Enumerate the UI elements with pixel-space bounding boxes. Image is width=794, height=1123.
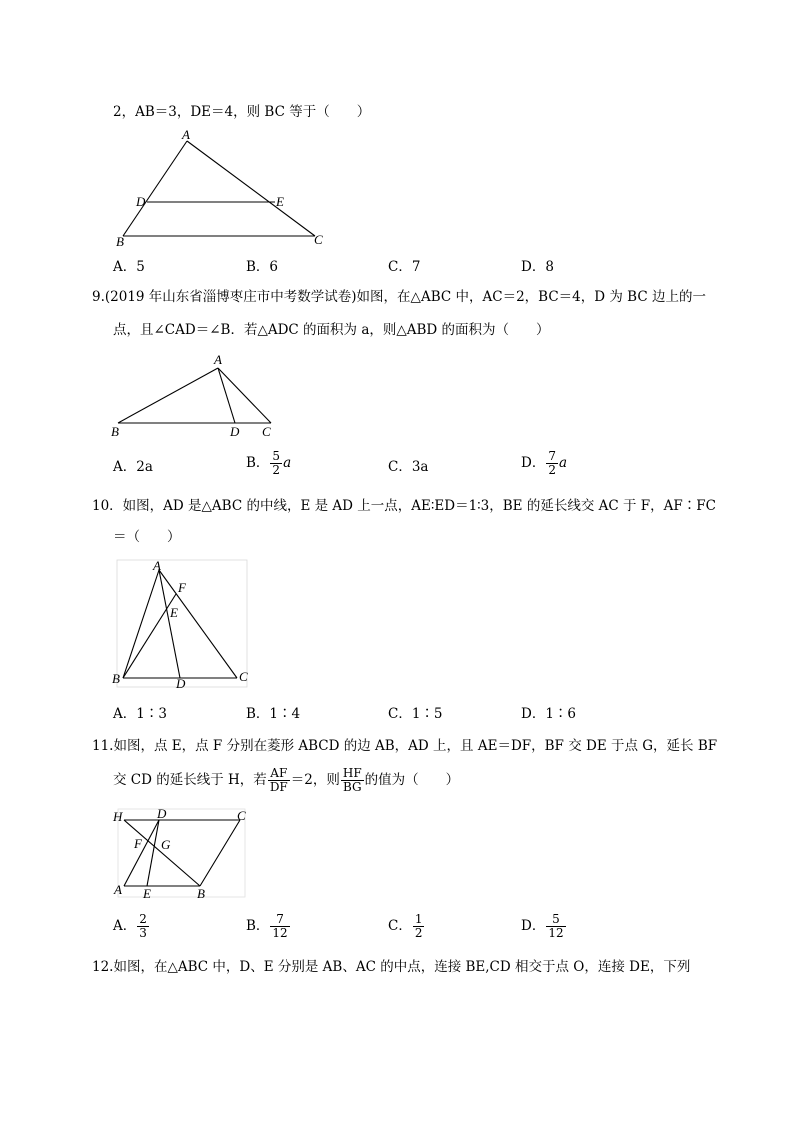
q11-frac2-numerator: HF — [342, 766, 362, 780]
q8-option-b[interactable]: B．6 — [246, 259, 279, 275]
q10-label-a: A — [153, 558, 161, 573]
q11-option-c-numerator: 1 — [414, 912, 423, 926]
q11-option-a-numerator: 2 — [139, 912, 147, 926]
q12-stem-line1: 12.如图，在△ABC 中，D、E 分别是 AB、AC 的中点，连接 BE,CD 相交于点 O，连接 DE，下列 — [92, 959, 691, 975]
q9-label-c: C — [262, 424, 271, 439]
q11-label-d: D — [157, 806, 167, 821]
q11-label-h: H — [113, 809, 123, 824]
q11-option-b[interactable] — [246, 913, 291, 940]
q8-label-c: C — [314, 232, 323, 247]
q11-option-b-prefix: B． — [246, 918, 270, 934]
q11-option-c-prefix: C． — [388, 918, 412, 934]
q11-label-c: C — [237, 808, 246, 823]
q10-option-c[interactable]: C．1∶5 — [388, 706, 443, 722]
q9-option-b-prefix: B． — [246, 455, 270, 471]
q9-label-d: D — [230, 424, 240, 439]
q11-frac1-denominator: DF — [269, 780, 288, 794]
q9-option-d-prefix: D． — [521, 455, 546, 471]
q11-option-a-prefix: A． — [113, 918, 137, 934]
q11-option-b-fraction — [270, 913, 289, 940]
q11-option-d-prefix: D． — [521, 918, 546, 934]
q8-label-d: D — [136, 194, 146, 209]
q10-label-b: B — [112, 671, 120, 686]
q11-label-a: A — [114, 882, 122, 897]
q8-label-a: A — [182, 127, 190, 142]
q11-label-e: E — [143, 886, 151, 901]
q10-label-d: D — [176, 676, 186, 691]
q8-option-c[interactable]: C．7 — [388, 259, 421, 275]
q11-option-d-numerator: 5 — [546, 913, 565, 927]
q11-option-c[interactable] — [388, 913, 425, 940]
q9-label-b: B — [111, 424, 119, 439]
q11-option-c-denominator: 2 — [414, 926, 423, 940]
q11-stem-line1: 11.如图，点 E，点 F 分别在菱形 ABCD 的边 AB，AD 上，且 AE＝DF，BF 交 DE 于点 G，延长 BF — [92, 738, 718, 754]
q10-option-a[interactable]: A．1∶3 — [113, 706, 167, 722]
q11-label-g: G — [161, 837, 171, 852]
q11-frac2-denominator: BG — [342, 780, 362, 794]
q9-option-b-denominator: 2 — [272, 463, 281, 477]
q11-option-a-fraction — [137, 913, 149, 940]
q11-option-d-denominator: 12 — [548, 926, 564, 940]
q10-label-e: E — [170, 605, 178, 620]
q9-stem-line2: 点，且∠CAD＝∠B．若△ADC 的面积为 a，则△ABD 的面积为（ ） — [113, 322, 550, 338]
q9-option-a[interactable]: A．2a — [113, 459, 153, 475]
q11-stem-text-c: 的值为（ ） — [364, 772, 460, 788]
q9-option-b-suffix: a — [283, 455, 292, 471]
q9-option-c[interactable]: C．3a — [388, 459, 429, 475]
q9-option-d-denominator: 2 — [548, 463, 556, 477]
q10-stem-line1: 10．如图，AD 是△ABC 的中线，E 是 AD 上一点，AE∶ED＝1∶3，BE 的延长线交 AC 于 F，AF∶FC — [92, 498, 716, 514]
q11-option-a-denominator: 3 — [139, 926, 147, 940]
q11-option-d-fraction — [546, 913, 565, 940]
q10-label-c: C — [239, 669, 248, 684]
q11-option-b-numerator: 7 — [270, 913, 289, 927]
q9-option-d-numerator: 7 — [548, 449, 556, 463]
q10-option-d[interactable]: D．1∶6 — [521, 706, 577, 722]
q11-label-b: B — [197, 886, 205, 901]
q8-label-b: B — [116, 234, 124, 249]
q10-label-f: F — [178, 580, 186, 595]
q11-option-b-denominator: 12 — [272, 926, 288, 940]
q11-stem-text-b: ＝2，则 — [290, 772, 340, 788]
q9-stem-line1: 9.(2019 年山东省淄博枣庄市中考数学试卷)如图，在△ABC 中，AC＝2，BC＝4，D 为 BC 边上的一 — [92, 289, 706, 305]
q11-label-f: F — [134, 836, 142, 851]
q11-stem-text-a: 交 CD 的延长线于 H，若 — [113, 772, 267, 788]
q8-label-e: E — [276, 194, 284, 209]
q10-option-b[interactable]: B．1∶4 — [246, 706, 301, 722]
q11-frac1-numerator: AF — [268, 767, 290, 781]
q8-option-a[interactable]: A．5 — [113, 259, 145, 275]
q11-option-c-fraction — [413, 913, 425, 940]
q8-stem-tail: 2，AB＝3，DE＝4，则 BC 等于（ ） — [113, 104, 371, 120]
q11-option-a[interactable] — [113, 913, 150, 940]
q8-option-d[interactable]: D．8 — [521, 259, 554, 275]
q9-option-b-numerator: 5 — [272, 449, 281, 463]
q11-option-d[interactable] — [521, 913, 567, 940]
q9-option-d-suffix: a — [558, 455, 568, 471]
q9-label-a: A — [214, 352, 222, 367]
q10-stem-line2: ＝（ ） — [113, 529, 181, 545]
